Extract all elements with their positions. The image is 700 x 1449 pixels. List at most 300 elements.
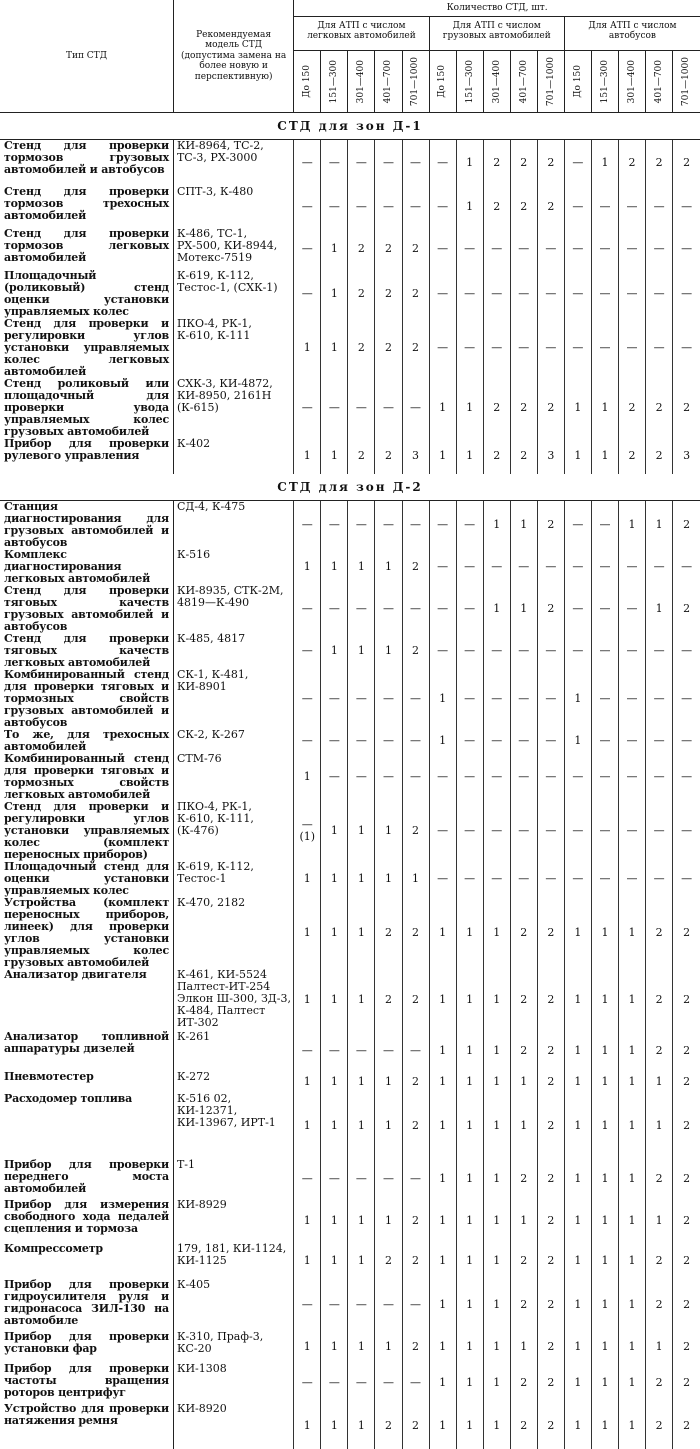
range-header — [537, 50, 564, 112]
quantity-cell: — — [321, 140, 348, 186]
std-type-cell: Прибор для проверки частоты вращения роторов центрифуг — [4, 1362, 169, 1399]
std-model-cell: К-470, 2182 — [173, 897, 293, 969]
quantity-cell: 1 — [591, 969, 618, 1031]
quantity-cell: 2 — [348, 318, 375, 378]
quantity-cell: — — [294, 729, 321, 753]
quantity-cell: 1 — [456, 1031, 483, 1071]
std-type-cell: Стенд для проверки тормозов легковых автомобилей — [4, 227, 169, 264]
quantity-cell: 1 — [510, 1199, 537, 1243]
quantity-cell: — — [646, 228, 673, 270]
quantity-cell: 1 — [619, 1159, 646, 1199]
quantity-cell: 2 — [646, 969, 673, 1031]
section-heading-row — [0, 474, 700, 501]
quantity-cell: 2 — [402, 318, 429, 378]
quantity-cell: 1 — [429, 1159, 456, 1199]
quantity-cell: — — [348, 669, 375, 729]
quantity-cell: — — [673, 270, 700, 318]
quantity-cell: — — [321, 729, 348, 753]
quantity-cell: — — [294, 228, 321, 270]
quantity-cell: — — [673, 753, 700, 801]
quantity-cell: — — [456, 861, 483, 897]
quantity-cell: — — [294, 1159, 321, 1199]
quantity-cell: — — [429, 186, 456, 228]
quantity-cell: 2 — [510, 1403, 537, 1449]
quantity-cell: 1 — [483, 1279, 510, 1331]
quantity-cell: — — [429, 753, 456, 801]
quantity-cell: — — [591, 500, 618, 549]
quantity-cell: — — [483, 228, 510, 270]
quantity-cell: 1 — [348, 861, 375, 897]
std-model-cell: СК-2, К-267 — [173, 729, 293, 753]
quantity-cell: 1 — [321, 897, 348, 969]
quantity-cell: — — [646, 318, 673, 378]
quantity-cell: 1 — [456, 186, 483, 228]
quantity-cell: — — [402, 1159, 429, 1199]
quantity-cell: — — [537, 633, 564, 669]
quantity-cell: 1 — [429, 378, 456, 438]
range-header-label: 151—300 — [464, 59, 475, 104]
table-row — [0, 1279, 700, 1331]
quantity-cell: 1 — [619, 1199, 646, 1243]
quantity-cell: 1 — [564, 1159, 591, 1199]
quantity-cell: 2 — [402, 1199, 429, 1243]
quantity-cell: — — [375, 1363, 402, 1403]
range-header — [294, 50, 321, 112]
quantity-cell: — — [591, 861, 618, 897]
quantity-cell: — — [429, 801, 456, 861]
quantity-cell: 1 — [429, 1279, 456, 1331]
quantity-cell: — — [483, 669, 510, 729]
std-type-cell: Комплекс диагностирования легковых автомобилей — [4, 548, 151, 585]
quantity-cell: — — [321, 753, 348, 801]
quantity-cell: — — [456, 500, 483, 549]
std-model-cell: КИ-8929 — [173, 1199, 293, 1243]
quantity-cell: 2 — [537, 1199, 564, 1243]
table-row — [0, 1331, 700, 1363]
quantity-cell: 2 — [673, 969, 700, 1031]
quantity-cell: 1 — [321, 1403, 348, 1449]
quantity-cell: — — [348, 500, 375, 549]
quantity-cell: — — [510, 318, 537, 378]
range-header-label: До 150 — [437, 64, 448, 98]
quantity-cell: 2 — [673, 1279, 700, 1331]
std-type-cell: Стенд для проверки тормозов грузовых автомобилей и автобусов — [4, 139, 169, 176]
quantity-cell: 1 — [294, 1093, 321, 1159]
table-row — [0, 753, 700, 801]
quantity-cell: 2 — [510, 140, 537, 186]
quantity-cell: 1 — [294, 1331, 321, 1363]
quantity-cell: — — [483, 729, 510, 753]
quantity-cell: 1 — [429, 897, 456, 969]
quantity-cell: 1 — [591, 1199, 618, 1243]
quantity-cell: 1 — [321, 549, 348, 585]
quantity-cell: 1 — [564, 378, 591, 438]
table-row — [0, 1243, 700, 1279]
quantity-cell: 1 — [294, 861, 321, 897]
quantity-cell: 1 — [619, 897, 646, 969]
quantity-cell: — — [402, 729, 429, 753]
table-row — [0, 669, 700, 729]
quantity-cell: 1 — [646, 1199, 673, 1243]
quantity-cell: 1 — [348, 1331, 375, 1363]
quantity-cell: — — [619, 549, 646, 585]
table-row — [0, 270, 700, 318]
quantity-cell: 1 — [294, 318, 321, 378]
quantity-cell: — — [429, 140, 456, 186]
std-type-cell: Прибор для проверки переднего моста автомобилей — [4, 1158, 169, 1195]
quantity-cell: 1 — [456, 1071, 483, 1093]
quantity-cell: 1 — [619, 1279, 646, 1331]
quantity-cell: 2 — [375, 318, 402, 378]
std-model-cell: К-485, 4817 — [173, 633, 293, 669]
quantity-cell: 1 — [375, 1071, 402, 1093]
quantity-cell: 1 — [483, 897, 510, 969]
quantity-cell: — — [402, 1279, 429, 1331]
quantity-cell: — — [348, 186, 375, 228]
quantity-cell: — — [402, 669, 429, 729]
range-header — [402, 50, 429, 112]
std-type-cell: Анализатор топливной аппаратуры дизелей — [4, 1030, 169, 1055]
quantity-cell: 2 — [646, 378, 673, 438]
quantity-cell: — — [321, 1279, 348, 1331]
quantity-cell: 2 — [537, 186, 564, 228]
quantity-cell: — — [619, 318, 646, 378]
table-row — [0, 585, 700, 633]
table-row — [0, 1071, 700, 1093]
quantity-cell: 1 — [375, 801, 402, 861]
quantity-cell: 2 — [402, 969, 429, 1031]
range-header — [348, 50, 375, 112]
quantity-cell: 2 — [510, 1243, 537, 1279]
table-row — [0, 1159, 700, 1199]
quantity-cell: — — [591, 186, 618, 228]
quantity-cell: — — [564, 318, 591, 378]
quantity-cell: 1 — [456, 438, 483, 474]
std-model-cell: СПТ-3, К-480 — [173, 186, 293, 228]
quantity-cell: — — [673, 729, 700, 753]
quantity-cell: 2 — [375, 228, 402, 270]
quantity-cell: 2 — [673, 378, 700, 438]
std-model-cell: КИ-8920 — [173, 1403, 293, 1449]
quantity-cell: — — [646, 801, 673, 861]
quantity-cell: 1 — [564, 1331, 591, 1363]
quantity-cell: 2 — [510, 186, 537, 228]
quantity-cell: 1 — [348, 549, 375, 585]
quantity-cell: — — [456, 318, 483, 378]
quantity-cell: — — [456, 585, 483, 633]
quantity-cell: — — [483, 753, 510, 801]
quantity-cell: — — [673, 861, 700, 897]
quantity-cell: 1 — [321, 318, 348, 378]
quantity-cell: — — [402, 1363, 429, 1403]
std-type-cell: Анализатор двигателя — [4, 968, 147, 981]
quantity-cell: 1 — [619, 969, 646, 1031]
range-header — [456, 50, 483, 112]
range-header-label: 301—400 — [626, 59, 637, 104]
quantity-cell: 2 — [646, 1159, 673, 1199]
std-type-cell: Компрессометр — [4, 1242, 103, 1255]
quantity-cell: — — [619, 228, 646, 270]
quantity-cell: 2 — [402, 549, 429, 585]
quantity-cell: 1 — [348, 1071, 375, 1093]
quantity-cell: 1 — [510, 1331, 537, 1363]
quantity-cell: 1 — [591, 140, 618, 186]
quantity-cell: — — [483, 861, 510, 897]
std-type-cell: Площадочный стенд для оценки установки управляемых колес — [4, 860, 169, 897]
quantity-cell: 2 — [537, 140, 564, 186]
quantity-cell: 1 — [321, 969, 348, 1031]
section-heading-row — [0, 113, 700, 140]
quantity-cell: 1 — [429, 669, 456, 729]
quantity-cell: 2 — [402, 1243, 429, 1279]
quantity-cell: 1 — [591, 1363, 618, 1403]
quantity-cell: 2 — [619, 140, 646, 186]
quantity-cell: 2 — [348, 228, 375, 270]
std-model-cell: К-402 — [173, 438, 293, 474]
quantity-cell: 1 — [646, 500, 673, 549]
quantity-cell: 1 — [564, 1031, 591, 1071]
table-row — [0, 1031, 700, 1071]
quantity-cell: — — [591, 228, 618, 270]
quantity-cell: 1 — [646, 1331, 673, 1363]
quantity-cell: — — [646, 186, 673, 228]
quantity-cell: 1 — [591, 1159, 618, 1199]
quantity-cell: — — [483, 801, 510, 861]
quantity-cell: 1 — [294, 897, 321, 969]
table-row — [0, 438, 700, 474]
range-header-label: 401—700 — [383, 59, 394, 104]
group-header-buses: Для АТП с числом автобусов — [564, 16, 700, 50]
quantity-cell: — — [537, 861, 564, 897]
quantity-cell: 2 — [537, 1363, 564, 1403]
quantity-cell: 2 — [483, 378, 510, 438]
quantity-cell: — — [294, 270, 321, 318]
std-type-cell: То же, для трехосных автомобилей — [4, 728, 169, 753]
quantity-cell: 2 — [673, 585, 700, 633]
quantity-cell: — — [294, 140, 321, 186]
quantity-cell: 2 — [619, 378, 646, 438]
quantity-cell: — — [402, 585, 429, 633]
quantity-cell: — — [375, 753, 402, 801]
table-row — [0, 500, 700, 549]
quantity-cell: — — [510, 669, 537, 729]
range-header — [483, 50, 510, 112]
std-type-cell: Стенд для проверки тяговых качеств грузовых автомобилей и автобусов — [4, 584, 169, 633]
quantity-cell: — — [321, 669, 348, 729]
range-header — [619, 50, 646, 112]
type-column-header: Тип СТД — [0, 0, 173, 113]
quantity-cell: 1 — [483, 1403, 510, 1449]
quantity-cell: 2 — [537, 1031, 564, 1071]
quantity-cell: 2 — [646, 1403, 673, 1449]
quantity-cell: 1 — [456, 1199, 483, 1243]
quantity-cell: 1 — [564, 1243, 591, 1279]
quantity-cell: 1 — [321, 1199, 348, 1243]
quantity-cell: 1 — [619, 1071, 646, 1093]
quantity-cell: 1 — [591, 1093, 618, 1159]
quantity-cell: 1 — [348, 1093, 375, 1159]
quantity-cell: — — [510, 270, 537, 318]
std-model-cell: К-461, КИ-5524 Палтест-ИТ-254 Элкон Ш-300, ЗД-3, К-484, Палтест ИТ-302 — [173, 969, 293, 1031]
quantity-cell: — — [348, 1279, 375, 1331]
quantity-cell: — — [429, 500, 456, 549]
quantity-cell: 2 — [673, 1031, 700, 1071]
quantity-cell: 1 — [294, 1199, 321, 1243]
quantity-cell: 2 — [646, 140, 673, 186]
quantity-cell: 3 — [402, 438, 429, 474]
std-model-cell: К-516 — [173, 549, 293, 585]
quantity-cell: 2 — [673, 1159, 700, 1199]
quantity-cell: — — [537, 801, 564, 861]
quantity-cell: 1 — [375, 549, 402, 585]
quantity-cell: 1 — [429, 969, 456, 1031]
quantity-cell: — — [510, 861, 537, 897]
quantity-cell: 2 — [510, 1363, 537, 1403]
quantity-cell: 1 — [483, 1159, 510, 1199]
range-header — [564, 50, 591, 112]
quantity-cell: 2 — [646, 1031, 673, 1071]
quantity-cell: 2 — [348, 438, 375, 474]
quantity-cell: 2 — [673, 897, 700, 969]
quantity-cell: — — [591, 753, 618, 801]
quantity-cell: — — [537, 753, 564, 801]
quantity-cell: — — [348, 1031, 375, 1071]
std-type-cell: Устройство для проверки натяжения ремня — [4, 1402, 169, 1427]
quantity-cell: — — [402, 378, 429, 438]
quantity-cell: 1 — [619, 1331, 646, 1363]
quantity-cell: 1 — [375, 1093, 402, 1159]
table-row — [0, 378, 700, 438]
quantity-cell: 1 — [429, 1093, 456, 1159]
quantity-cell: — — [321, 1159, 348, 1199]
quantity-cell: 1 — [429, 1031, 456, 1071]
quantity-cell: 1 — [429, 1331, 456, 1363]
std-type-cell: Станция диагностирования для грузовых автомобилей и автобусов — [4, 500, 169, 549]
quantity-cell: 2 — [510, 969, 537, 1031]
std-model-cell: К-516 02, КИ-12371, КИ-13967, ИРТ-1 — [173, 1093, 293, 1159]
quantity-cell: 2 — [402, 270, 429, 318]
quantity-cell: — — [646, 270, 673, 318]
quantity-cell: 1 — [321, 1093, 348, 1159]
quantity-cell: 1 — [483, 1363, 510, 1403]
quantity-cell: 1 — [483, 1331, 510, 1363]
quantity-cell: 1 — [510, 1093, 537, 1159]
quantity-cell: 1 — [348, 633, 375, 669]
quantity-cell: 1 — [483, 1243, 510, 1279]
quantity-cell: 2 — [348, 270, 375, 318]
std-type-cell: Прибор для проверки гидроусилителя руля и гидронасоса ЗИЛ-130 на автомобиле — [4, 1278, 169, 1327]
quantity-cell: 2 — [646, 1243, 673, 1279]
quantity-cell: — — [673, 801, 700, 861]
range-header-label: 701—1000 — [681, 56, 692, 106]
quantity-cell: — — [456, 270, 483, 318]
quantity-cell: 1 — [591, 378, 618, 438]
quantity-cell: 1 — [321, 633, 348, 669]
range-header-label: 701—1000 — [545, 56, 556, 106]
section-title: СТД для зон Д-1 — [0, 113, 700, 140]
quantity-cell: 2 — [375, 1243, 402, 1279]
quantity-cell: 3 — [537, 438, 564, 474]
quantity-cell: 1 — [564, 1403, 591, 1449]
quantity-cell: — — [429, 861, 456, 897]
range-header-label: 301—400 — [491, 59, 502, 104]
quantity-cell: 2 — [537, 1071, 564, 1093]
quantity-cell: — — [321, 500, 348, 549]
quantity-cell: — — [619, 729, 646, 753]
quantity-cell: — — [294, 1363, 321, 1403]
quantity-cell: 1 — [456, 1243, 483, 1279]
quantity-cell: 2 — [510, 1159, 537, 1199]
quantity-cell: 1 — [294, 753, 321, 801]
quantity-cell: — — [591, 270, 618, 318]
quantity-cell: 1 — [348, 1403, 375, 1449]
std-type-cell: Прибор для проверки установки фар — [4, 1330, 169, 1355]
quantity-cell: 1 — [429, 1403, 456, 1449]
std-model-cell: КИ-8935, СТК-2М, 4819—К-490 — [173, 585, 293, 633]
quantity-cell: — — [348, 585, 375, 633]
quantity-cell: 2 — [375, 1403, 402, 1449]
quantity-cell: 1 — [591, 1243, 618, 1279]
quantity-cell: 2 — [673, 1363, 700, 1403]
quantity-cell: — — [402, 753, 429, 801]
std-type-cell: Комбинированный стенд для проверки тяговых и тормозных свойств грузовых автомобилей и автобусов — [4, 668, 169, 729]
quantity-cell: 1 — [483, 500, 510, 549]
quantity-cell: — — [564, 140, 591, 186]
quantity-cell: 1 — [321, 270, 348, 318]
quantity-cell: 2 — [402, 1403, 429, 1449]
quantity-cell: — — [619, 753, 646, 801]
quantity-cell: — — [591, 633, 618, 669]
quantity-cell: 2 — [537, 1279, 564, 1331]
std-type-cell: Стенд для проверки тормозов трехосных автомобилей — [4, 185, 169, 222]
std-model-cell: Т-1 — [173, 1159, 293, 1199]
quantity-cell: 2 — [646, 897, 673, 969]
model-column-header: Рекомендуемая модель СТД (допустима замена на более новую и перспективную) — [173, 0, 293, 113]
quantity-cell: 2 — [537, 500, 564, 549]
quantity-cell: 2 — [510, 897, 537, 969]
quantity-cell: 2 — [402, 1071, 429, 1093]
quantity-cell: 2 — [673, 1199, 700, 1243]
std-model-cell: К-261 — [173, 1031, 293, 1071]
quantity-cell: — — [321, 1363, 348, 1403]
quantity-cell: — — [429, 270, 456, 318]
quantity-cell: — — [321, 378, 348, 438]
quantity-cell: — — [673, 186, 700, 228]
quantity-cell: 1 — [348, 801, 375, 861]
quantity-cell: — — [673, 549, 700, 585]
table-row — [0, 186, 700, 228]
quantity-cell: 1 — [456, 1363, 483, 1403]
quantity-cell: — — [537, 318, 564, 378]
quantity-cell: 1 — [591, 897, 618, 969]
quantity-cell: 1 — [564, 897, 591, 969]
quantity-cell: 1 — [321, 1071, 348, 1093]
quantity-cell: — — [510, 228, 537, 270]
quantity-cell: 1 — [564, 1199, 591, 1243]
quantity-cell: — — [321, 186, 348, 228]
quantity-cell: — — [321, 585, 348, 633]
std-type-cell: Прибор для измерения свободного хода педалей сцепления и тормоза — [4, 1198, 169, 1235]
table-row — [0, 318, 700, 378]
quantity-cell: — — [673, 633, 700, 669]
std-model-cell: КИ-8964, ТС-2, ТС-3, РХ-3000 — [173, 140, 293, 186]
quantity-cell: — — [294, 1031, 321, 1071]
quantity-cell: — — [591, 549, 618, 585]
quantity-cell: 1 — [591, 1031, 618, 1071]
quantity-cell: — — [402, 500, 429, 549]
quantity-cell: — — [564, 585, 591, 633]
quantity-cell: — — [591, 318, 618, 378]
